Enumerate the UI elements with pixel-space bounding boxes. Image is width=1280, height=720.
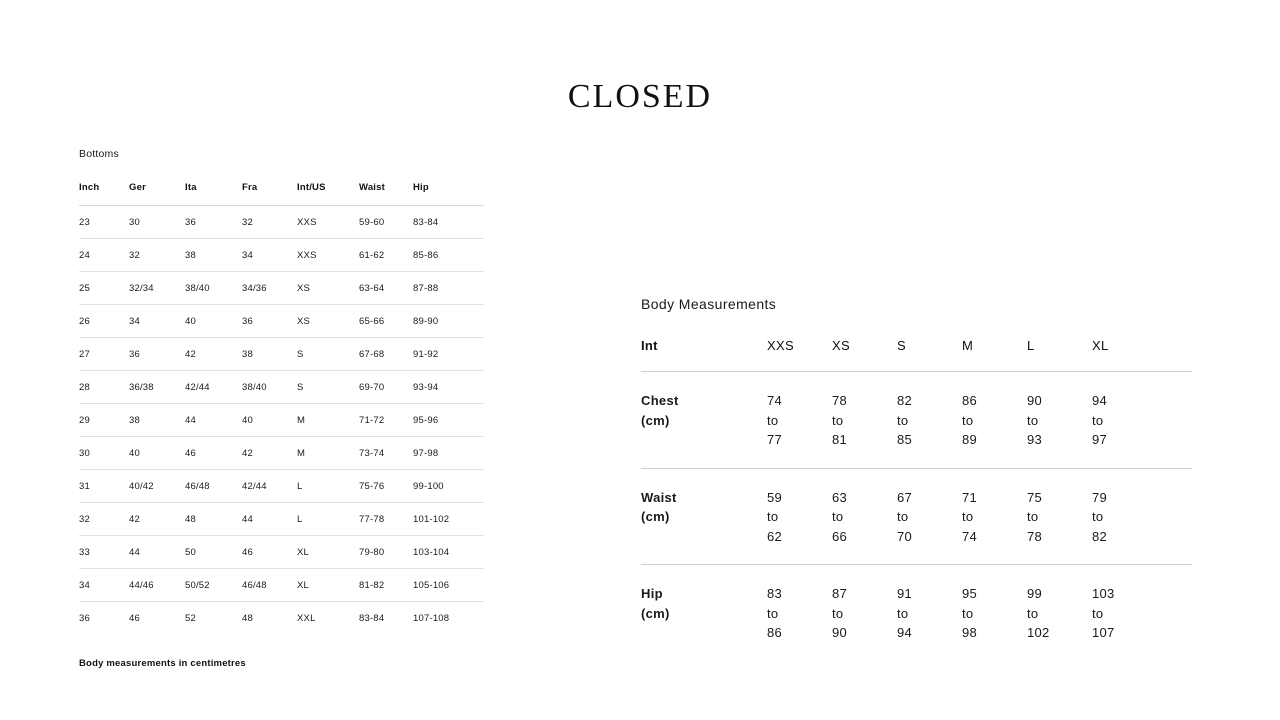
- table-cell: 40: [242, 404, 297, 437]
- table-cell: 77-78: [359, 503, 413, 536]
- range-sep: to: [897, 412, 909, 428]
- body-measurement-label: [641, 565, 767, 661]
- table-cell: 75-76: [359, 470, 413, 503]
- range-sep: to: [1092, 412, 1104, 428]
- table-cell: XL: [297, 569, 359, 602]
- table-cell: 83-84: [413, 206, 484, 239]
- table-cell: 48: [242, 613, 253, 624]
- table-cell: 30: [129, 206, 185, 239]
- table-cell: 38: [129, 404, 185, 437]
- range-sep: to: [962, 412, 974, 428]
- range-min: 59: [767, 489, 783, 505]
- body-measurement-range: [1027, 372, 1092, 469]
- table-cell: 97-98: [413, 437, 484, 470]
- table-cell: M: [297, 404, 359, 437]
- range-sep: to: [832, 412, 844, 428]
- range-min: 74: [767, 393, 783, 408]
- table-cell: 23: [79, 206, 129, 239]
- body-measurement-range: [832, 468, 897, 565]
- table-cell: 101-102: [413, 503, 484, 536]
- table-cell: 107-108: [413, 613, 450, 624]
- range-min: 71: [962, 489, 978, 505]
- table-cell: 29: [79, 404, 129, 437]
- label-line-1: Hip: [641, 586, 663, 601]
- table-cell: 36: [185, 206, 242, 239]
- body-measurements-table: [641, 338, 1192, 661]
- table-cell: M: [297, 437, 359, 470]
- table-row: [79, 569, 484, 602]
- table-row: [79, 371, 484, 404]
- table-cell: 44: [185, 404, 242, 437]
- table-cell: 73-74: [359, 437, 413, 470]
- table-cell: 31: [79, 470, 129, 503]
- table-cell: 34/36: [242, 272, 297, 305]
- body-measurement-range: [897, 565, 962, 661]
- range-min: 79: [1092, 489, 1108, 505]
- body-measurement-range: [767, 565, 832, 661]
- table-cell: 46: [129, 613, 140, 624]
- range-max: 98: [962, 625, 978, 640]
- table-cell: 69-70: [359, 371, 413, 404]
- body-header-xxs: XXS: [767, 338, 794, 353]
- range-min: 78: [832, 393, 848, 408]
- table-cell: 85-86: [413, 239, 484, 272]
- table-cell: 63-64: [359, 272, 413, 305]
- table-cell: 38/40: [242, 371, 297, 404]
- table-cell: 50/52: [185, 569, 242, 602]
- body-measurement-range: [1092, 468, 1192, 565]
- table-cell: 32: [242, 206, 297, 239]
- table-header-row: [79, 182, 484, 206]
- table-row: [79, 239, 484, 272]
- table-cell: 34: [242, 239, 297, 272]
- body-header-xl: XL: [1092, 338, 1109, 353]
- range-sep: to: [1092, 605, 1104, 621]
- column-header-ger: Ger: [129, 182, 146, 193]
- range-max: 77: [767, 432, 783, 447]
- label-line-1: Chest: [641, 393, 679, 408]
- column-header-inch: Inch: [79, 182, 100, 193]
- bottoms-size-section: [79, 148, 487, 634]
- range-min: 103: [1092, 586, 1115, 601]
- body-header-int: Int: [641, 338, 658, 353]
- table-cell: 83-84: [359, 613, 385, 624]
- table-row: [79, 272, 484, 305]
- range-sep: to: [1027, 509, 1039, 524]
- table-row: [79, 503, 484, 536]
- range-max: 102: [1027, 625, 1050, 640]
- range-max: 78: [1027, 528, 1043, 544]
- table-cell: 71-72: [359, 404, 413, 437]
- range-sep: to: [962, 605, 974, 621]
- table-row: [79, 602, 484, 635]
- range-min: 91: [897, 586, 913, 601]
- table-cell: 61-62: [359, 239, 413, 272]
- table-cell: 95-96: [413, 404, 484, 437]
- table-cell: 44: [129, 536, 185, 569]
- table-cell: 81-82: [359, 569, 413, 602]
- range-min: 90: [1027, 393, 1043, 408]
- table-cell: 27: [79, 338, 129, 371]
- body-measurements-section: [641, 296, 1193, 661]
- range-min: 99: [1027, 586, 1043, 601]
- table-cell: 59-60: [359, 206, 413, 239]
- range-min: 63: [832, 489, 848, 505]
- table-cell: 26: [79, 305, 129, 338]
- table-row: [79, 404, 484, 437]
- table-row: [79, 338, 484, 371]
- table-cell: S: [297, 338, 359, 371]
- body-measurement-row: [641, 468, 1192, 565]
- body-header-m: M: [962, 338, 974, 353]
- table-cell: 93-94: [413, 371, 484, 404]
- body-measurement-range: [767, 372, 832, 469]
- table-cell: 44: [242, 503, 297, 536]
- table-cell: 105-106: [413, 569, 484, 602]
- bottoms-size-table: [79, 182, 484, 634]
- range-max: 97: [1092, 432, 1108, 447]
- range-sep: to: [897, 509, 909, 524]
- table-cell: 40: [185, 305, 242, 338]
- table-cell: 28: [79, 371, 129, 404]
- table-row: [79, 305, 484, 338]
- range-max: 81: [832, 432, 848, 447]
- range-max: 70: [897, 528, 913, 544]
- range-sep: to: [832, 509, 844, 524]
- table-cell: 30: [79, 437, 129, 470]
- body-measurements-title: Body Measurements: [641, 296, 777, 312]
- body-measurement-range: [962, 565, 1027, 661]
- table-cell: 36: [129, 338, 185, 371]
- range-min: 75: [1027, 489, 1043, 505]
- body-measurement-label: [641, 372, 767, 469]
- range-sep: to: [767, 412, 779, 428]
- table-cell: XXL: [297, 613, 316, 624]
- table-cell: 42/44: [185, 371, 242, 404]
- body-table-header-row: [641, 338, 1192, 372]
- bottoms-caption: Bottoms: [79, 148, 119, 160]
- column-header-fra: Fra: [242, 182, 258, 193]
- range-max: 86: [767, 625, 783, 640]
- body-measurement-range: [962, 468, 1027, 565]
- body-measurement-range: [1027, 468, 1092, 565]
- table-row: [79, 470, 484, 503]
- table-cell: 32: [129, 239, 185, 272]
- range-max: 74: [962, 528, 978, 544]
- column-header-ita: Ita: [185, 182, 197, 193]
- table-cell: 91-92: [413, 338, 484, 371]
- label-line-2: (cm): [641, 412, 670, 428]
- range-max: 94: [897, 625, 913, 640]
- range-max: 62: [767, 528, 783, 544]
- range-max: 107: [1092, 625, 1115, 640]
- table-cell: 42: [242, 437, 297, 470]
- table-cell: 38: [242, 338, 297, 371]
- body-header-s: S: [897, 338, 906, 353]
- range-sep: to: [1092, 509, 1104, 524]
- body-measurement-range: [1027, 565, 1092, 661]
- table-row: [79, 437, 484, 470]
- body-header-xs: XS: [832, 338, 850, 353]
- range-min: 87: [832, 586, 848, 601]
- table-cell: L: [297, 503, 359, 536]
- range-max: 89: [962, 432, 978, 447]
- table-cell: 50: [185, 536, 242, 569]
- table-cell: XXS: [297, 206, 359, 239]
- brand-logo: CLOSED: [567, 78, 713, 115]
- table-cell: XL: [297, 536, 359, 569]
- table-cell: 32: [79, 503, 129, 536]
- range-sep: to: [1027, 605, 1039, 621]
- body-measurement-range: [1092, 565, 1192, 661]
- column-header-int-us: Int/US: [297, 182, 326, 193]
- label-line-1: Waist: [641, 489, 677, 505]
- table-cell: 33: [79, 536, 129, 569]
- table-cell: 46/48: [242, 569, 297, 602]
- bottoms-footnote: Body measurements in centimetres: [79, 658, 246, 669]
- table-cell: 32/34: [129, 272, 185, 305]
- range-max: 66: [832, 528, 848, 544]
- range-min: 83: [767, 586, 783, 601]
- table-cell: 89-90: [413, 305, 484, 338]
- table-cell: 67-68: [359, 338, 413, 371]
- label-line-2: (cm): [641, 605, 670, 621]
- body-measurement-row: [641, 565, 1192, 661]
- column-header-hip: Hip: [413, 182, 429, 193]
- body-measurement-range: [897, 468, 962, 565]
- table-cell: XXS: [297, 239, 359, 272]
- range-max: 93: [1027, 432, 1043, 447]
- table-cell: 103-104: [413, 536, 484, 569]
- table-cell: 46: [185, 437, 242, 470]
- table-cell: 34: [79, 569, 129, 602]
- range-sep: to: [962, 509, 974, 524]
- table-cell: 46: [242, 536, 297, 569]
- table-row: [79, 206, 484, 239]
- table-cell: 25: [79, 272, 129, 305]
- range-sep: to: [767, 509, 779, 524]
- body-measurement-range: [962, 372, 1027, 469]
- body-measurement-row: [641, 372, 1192, 469]
- table-cell: 36: [242, 305, 297, 338]
- column-header-waist: Waist: [359, 182, 385, 193]
- table-cell: L: [297, 470, 359, 503]
- range-min: 95: [962, 586, 978, 601]
- range-sep: to: [897, 605, 909, 621]
- table-cell: 42/44: [242, 470, 297, 503]
- table-cell: 42: [185, 338, 242, 371]
- table-cell: XS: [297, 305, 359, 338]
- range-min: 86: [962, 393, 978, 408]
- range-sep: to: [832, 605, 844, 621]
- range-min: 82: [897, 393, 913, 408]
- table-cell: 42: [129, 503, 185, 536]
- body-measurement-range: [767, 468, 832, 565]
- body-measurement-range: [832, 565, 897, 661]
- range-sep: to: [767, 605, 779, 621]
- table-cell: 36/38: [129, 371, 185, 404]
- table-cell: 40: [129, 437, 185, 470]
- body-measurement-label: [641, 468, 767, 565]
- table-row: [79, 536, 484, 569]
- table-cell: 52: [185, 613, 196, 624]
- table-cell: 34: [129, 305, 185, 338]
- table-cell: 65-66: [359, 305, 413, 338]
- body-measurement-range: [1092, 372, 1192, 469]
- table-cell: 99-100: [413, 470, 484, 503]
- range-sep: to: [1027, 412, 1039, 428]
- table-cell: 24: [79, 239, 129, 272]
- table-cell: 48: [185, 503, 242, 536]
- table-cell: 36: [79, 613, 90, 624]
- range-max: 90: [832, 625, 848, 640]
- table-cell: 46/48: [185, 470, 242, 503]
- body-header-l: L: [1027, 338, 1035, 353]
- table-cell: 40/42: [129, 470, 185, 503]
- range-min: 67: [897, 489, 913, 505]
- body-measurement-range: [897, 372, 962, 469]
- range-min: 94: [1092, 393, 1108, 408]
- range-max: 82: [1092, 528, 1108, 544]
- range-max: 85: [897, 432, 913, 447]
- label-line-2: (cm): [641, 509, 670, 524]
- table-cell: XS: [297, 272, 359, 305]
- table-cell: 87-88: [413, 272, 484, 305]
- table-cell: 44/46: [129, 569, 185, 602]
- table-cell: S: [297, 371, 359, 404]
- table-cell: 38/40: [185, 272, 242, 305]
- body-measurement-range: [832, 372, 897, 469]
- table-cell: 79-80: [359, 536, 413, 569]
- table-cell: 38: [185, 239, 242, 272]
